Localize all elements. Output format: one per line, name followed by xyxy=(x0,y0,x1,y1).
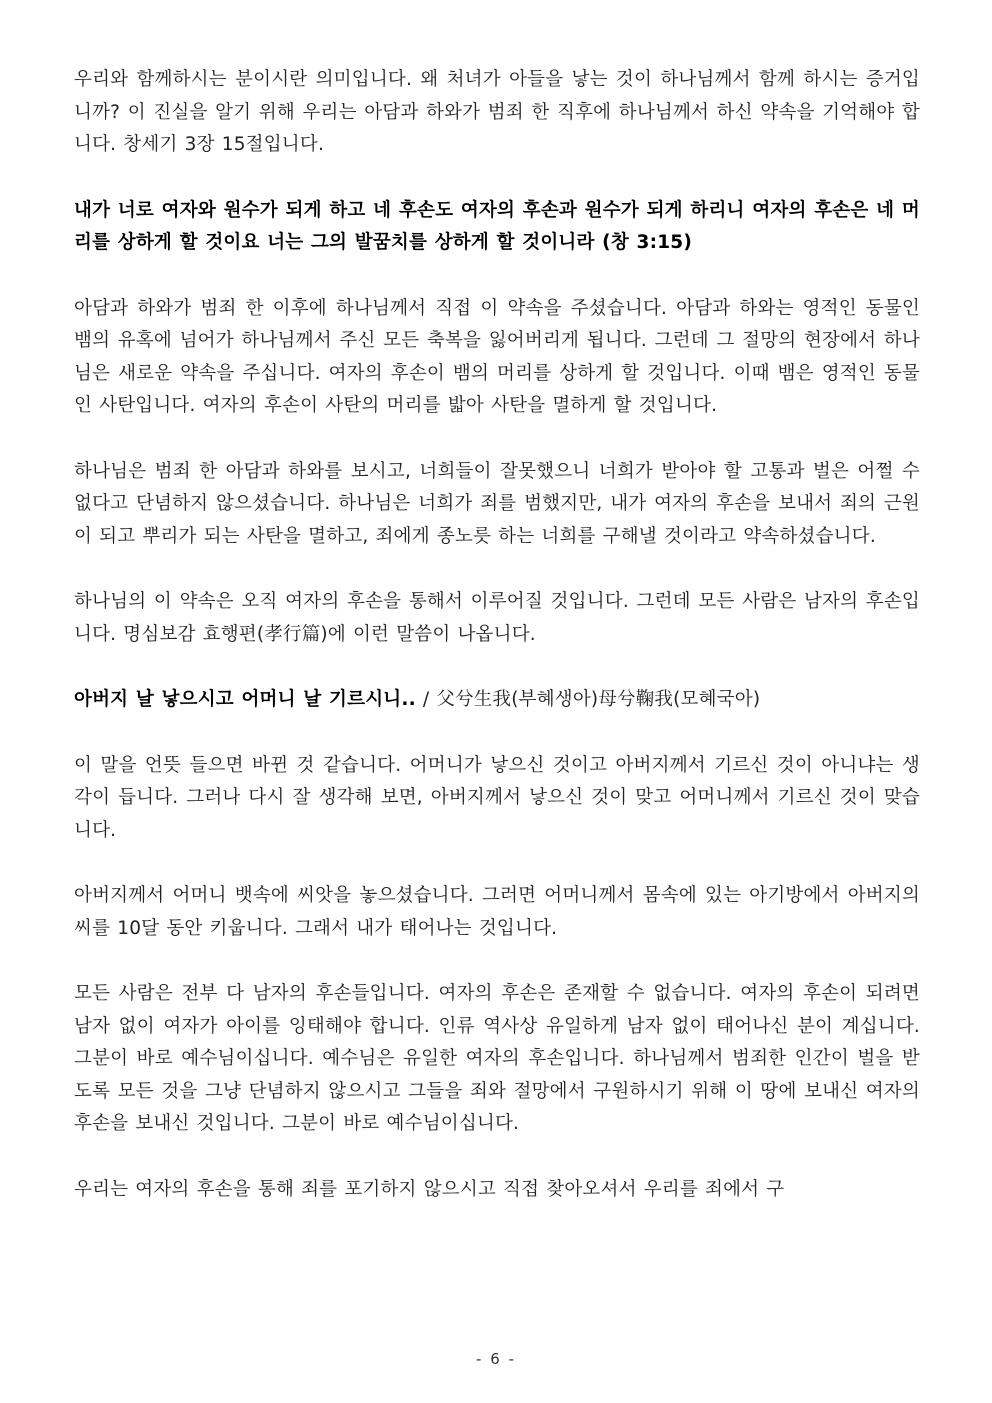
document-page xyxy=(74,64,920,1239)
paragraph-5: 이 말을 언뜻 들으면 바뀐 것 같습니다. 어머니가 낳으신 것이고 아버지께서 기르신 것이 아니냐는 생각이 듭니다. 그러나 다시 잘 생각해 보면, 아버지께서 낳으신 것이 맞고 어머니께서 기르신 것이 맞습니다. xyxy=(74,754,920,841)
paragraph-2: 아담과 하와가 범죄 한 이후에 하나님께서 직접 이 약속을 주셨습니다. 아담과 하와는 영적인 동물인 뱀의 유혹에 넘어가 하나님께서 주신 모든 축복을 잃어버리게 됩니다. 그런데 그 절망의 현장에서 하나님은 새로운 약속을 주십니다. 여자의 후손이 뱀의 머리를 상하게 할 것입니다. 이때 뱀은 영적인 동물인 사탄입니다. 여자의 후손이 사탄의 머리를 밟아 사탄을 멸하게 할 것입니다. xyxy=(74,297,920,416)
page-number: - 6 - xyxy=(476,1350,516,1368)
paragraph-1: 우리와 함께하시는 분이시란 의미입니다. 왜 처녀가 아들을 낳는 것이 하나님께서 함께 하시는 증거입니까? 이 진실을 알기 위해 우리는 아담과 하와가 범죄 한 직후에 하나님께서 하신 약속을 기억해야 합니다. 창세기 3장 15절입니다. xyxy=(74,69,920,155)
proverb-quote xyxy=(74,684,920,717)
paragraph-8: 우리는 여자의 후손을 통해 죄를 포기하지 않으시고 직접 찾아오셔서 우리를 죄에서 구 xyxy=(74,1178,785,1200)
proverb-korean: 아버지 날 낳으시고 어머니 날 기르시니.. xyxy=(74,689,416,710)
paragraph-7: 모든 사람은 전부 다 남자의 후손들입니다. 여자의 후손은 존재할 수 없습니다. 여자의 후손이 되려면 남자 없이 여자가 아이를 잉태해야 합니다. 인류 역사상 유일하게 남자 없이 태어나신 분이 계십니다. 그분이 바로 예수님이십니다. 예수님은 유일한 여자의 후손입니다. 하나님께서 범죄한 인간이 벌을 받도록 모든 것을 그냥 단념하지 않으시고 그들을 죄와 절망에서 구원하시기 위해 이 땅에 보내신 여자의 후손을 보내신 것입니다. 그분이 바로 예수님이십니다. xyxy=(74,983,920,1134)
proverb-separator: / xyxy=(415,689,437,710)
proverb-hanja: 父兮生我(부혜생아)母兮鞠我(모혜국아) xyxy=(436,689,761,710)
paragraph-4: 하나님의 이 약속은 오직 여자의 후손을 통해서 이루어질 것입니다. 그런데 모든 사람은 남자의 후손입니다. 명심보감 효행편(孝行篇)에 이런 말씀이 나옵니다. xyxy=(74,591,920,645)
paragraph-6: 아버지께서 어머니 뱃속에 씨앗을 놓으셨습니다. 그러면 어머니께서 몸속에 있는 아기방에서 아버지의 씨를 10달 동안 키웁니다. 그래서 내가 태어나는 것입니다. xyxy=(74,885,920,939)
scripture-quote: 내가 너로 여자와 원수가 되게 하고 네 후손도 여자의 후손과 원수가 되게 하리니 여자의 후손은 네 머리를 상하게 할 것이요 너는 그의 발꿈치를 상하게 할 것이니라 (창 3:15) xyxy=(74,199,920,253)
paragraph-3: 하나님은 범죄 한 아담과 하와를 보시고, 너희들이 잘못했으니 너희가 받아야 할 고통과 벌은 어쩔 수 없다고 단념하지 않으셨습니다. 하나님은 너희가 죄를 범했지만, 내가 여자의 후손을 보내서 죄의 근원이 되고 뿌리가 되는 사탄을 멸하고, 죄에게 종노릇 하는 너희를 구해낼 것이라고 약속하셨습니다. xyxy=(74,460,920,547)
